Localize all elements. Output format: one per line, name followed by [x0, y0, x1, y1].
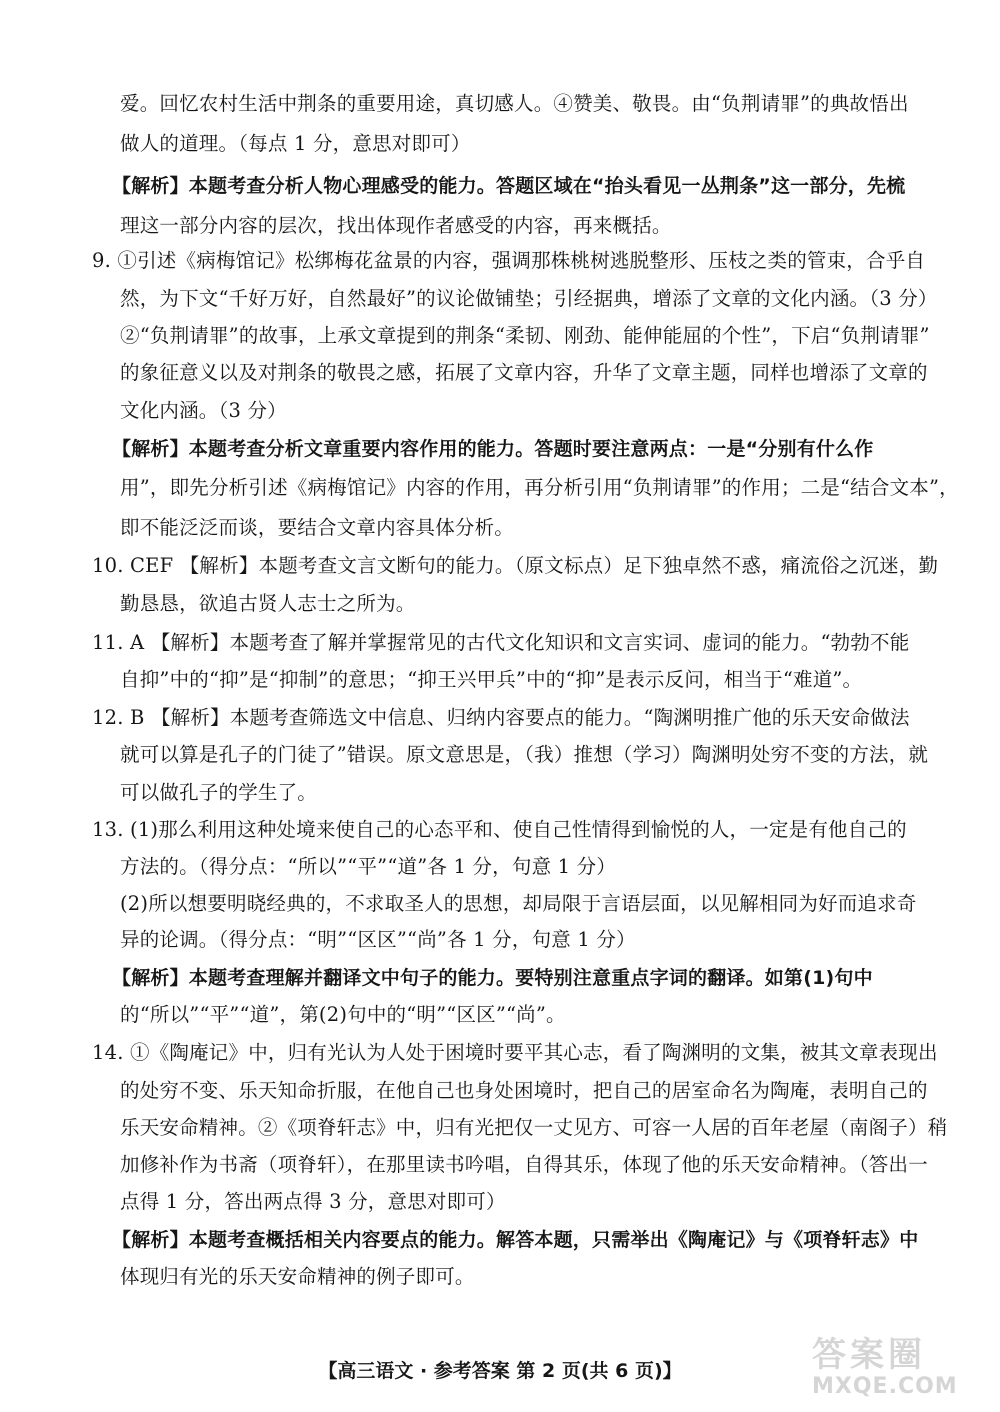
text-line-4: 理这一部分内容的层次，找出体现作者感受的内容，再来概括。	[120, 214, 672, 237]
analysis-9-line-1: 【解析】本题考查分析文章重要内容作用的能力。答题时要注意两点：一是“分别有什么作	[112, 438, 874, 460]
analysis-13-line-2: 的“所以”“平”“道”，第(2)句中的“明”“区区”“尚”。	[120, 1003, 566, 1026]
question-14-line-1: 14. ①《陶庵记》中，归有光认为人处于困境时要平其心志，看了陶渊明的文集，被其文章表现出	[92, 1041, 938, 1064]
question-11-line-1: 11. A 【解析】本题考查了解并掌握常见的古代文化知识和文言实词、虚词的能力。“勃勃不能	[92, 631, 910, 654]
question-13-line-3: (2)所以想要明晓经典的，不求取圣人的思想，却局限于言语层面，以见解相同为好而追求奇	[120, 892, 917, 915]
watermark-url: MXQE.COM	[812, 1374, 958, 1399]
question-9-line-1: 9. ①引述《病梅馆记》松绑梅花盆景的内容，强调那株桃树逃脱整形、压枝之类的管束，合乎自	[92, 249, 926, 272]
question-11-line-2: 自抑”中的“抑”是“抑制”的意思；“抑王兴甲兵”中的“抑”是表示反问，相当于“难道”。	[120, 668, 863, 691]
question-13-line-2: 方法的。（得分点：“所以”“平”“道”各 1 分，句意 1 分）	[120, 855, 617, 878]
question-14-line-5: 点得 1 分，答出两点得 3 分，意思对即可）	[120, 1190, 506, 1213]
analysis-14-line-1: 【解析】本题考查概括相关内容要点的能力。解答本题，只需举出《陶庵记》与《项脊轩志》中	[112, 1229, 919, 1251]
analysis-line-1: 【解析】本题考查分析人物心理感受的能力。答题区域在“抬头看见一丛荆条”这一部分，先梳	[112, 175, 906, 197]
analysis-13-line-1: 【解析】本题考查理解并翻译文中句子的能力。要特别注意重点字词的翻译。如第(1)句中	[112, 967, 873, 989]
text-line-1: 爱。回忆农村生活中荆条的重要用途，真切感人。④赞美、敬畏。由“负荆请罪”的典故悟出	[120, 92, 909, 115]
analysis-9-line-2: 用”，即先分析引述《病梅馆记》内容的作用，再分析引用“负荆请罪”的作用；二是“结合文本”，	[120, 476, 959, 499]
question-9-line-2: 然，为下文“千好万好，自然最好”的议论做铺垫；引经据典，增添了文章的文化内涵。（3 分）	[120, 287, 938, 310]
question-14-line-2: 的处穷不变、乐天知命折服，在他自己也身处困境时，把自己的居室命名为陶庵，表明自己的	[120, 1079, 928, 1102]
text-line-2: 做人的道理。（每点 1 分，意思对即可）	[120, 132, 471, 155]
question-10-line-2: 勤恳恳，欲追古贤人志士之所为。	[120, 592, 416, 615]
question-12-line-2: 就可以算是孔子的门徒了”错误。原文意思是，（我）推想（学习）陶渊明处穷不变的方法，就	[120, 743, 929, 766]
watermark-title: 答案圈	[812, 1335, 926, 1375]
question-13-line-4: 异的论调。（得分点：“明”“区区”“尚”各 1 分，句意 1 分）	[120, 928, 636, 951]
question-9-line-5: 文化内涵。（3 分）	[120, 399, 287, 422]
question-12-line-3: 可以做孔子的学生了。	[120, 781, 318, 804]
question-9-line-3: ②“负荆请罪”的故事，上承文章提到的荆条“柔韧、刚劲、能伸能屈的个性”，下启“负荆请罪”	[120, 324, 930, 347]
question-13-line-1: 13. (1)那么利用这种处境来使自己的心态平和、使自己性情得到愉悦的人，一定是有他自己的	[92, 818, 907, 841]
analysis-14-line-2: 体现归有光的乐天安命精神的例子即可。	[120, 1265, 475, 1288]
question-14-line-3: 乐天安命精神。②《项脊轩志》中，归有光把仅一丈见方、可容一人居的百年老屋（南阁子）稍	[120, 1116, 948, 1139]
page-footer: 【高三语文 · 参考答案 第 2 页(共 6 页)】	[318, 1360, 682, 1382]
analysis-9-line-3: 即不能泛泛而谈，要结合文章内容具体分析。	[120, 516, 515, 539]
question-12-line-1: 12. B 【解析】本题考查筛选文中信息、归纳内容要点的能力。“陶渊明推广他的乐天安命做法	[92, 706, 910, 729]
watermark-logo	[812, 1336, 992, 1408]
question-9-line-4: 的象征意义以及对荆条的敬畏之感，拓展了文章内容，升华了文章主题，同样也增添了文章的	[120, 361, 928, 384]
question-14-line-4: 加修补作为书斋（项脊轩），在那里读书吟唱，自得其乐，体现了他的乐天安命精神。（答出一	[120, 1153, 928, 1176]
question-10-line-1: 10. CEF 【解析】本题考查文言文断句的能力。（原文标点）足下独卓然不惑，痛流俗之沉迷，勤	[92, 554, 939, 577]
